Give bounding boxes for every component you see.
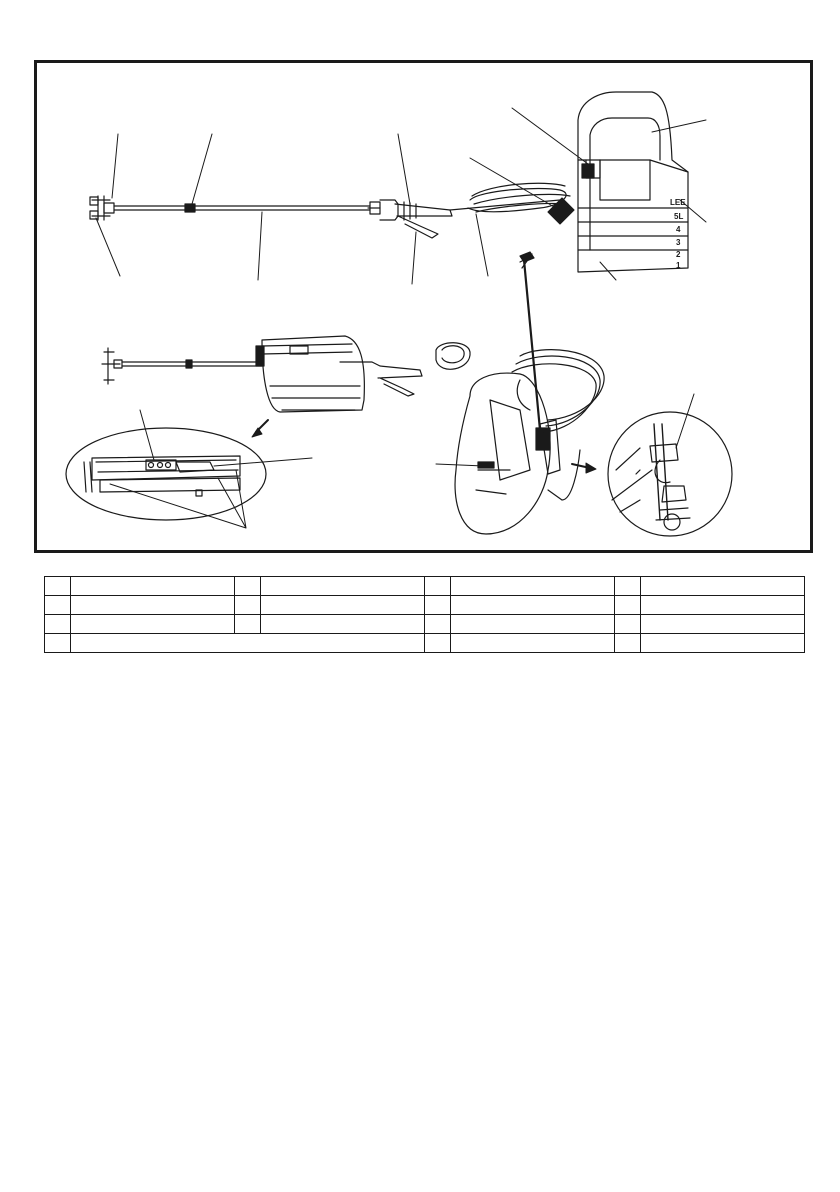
- tank-filter-cap: [548, 198, 574, 224]
- part-name-cell: [71, 615, 235, 634]
- detail-callouts: [110, 410, 312, 528]
- sprayer-diagram: [0, 0, 840, 560]
- svg-text:5L: 5L: [674, 212, 684, 221]
- tank-with-lance: [455, 252, 560, 534]
- detail-callout-clip: [676, 394, 694, 448]
- part-number-cell: [235, 596, 261, 615]
- part-name-cell: [261, 596, 425, 615]
- part-name-cell: [641, 634, 805, 653]
- detail-callout-tank-button: [436, 464, 484, 466]
- part-name-cell: [451, 634, 615, 653]
- part-name-cell: [71, 634, 425, 653]
- part-number-cell: [425, 577, 451, 596]
- part-number-cell: [615, 634, 641, 653]
- part-number-cell: [235, 577, 261, 596]
- part-number-cell: [45, 615, 71, 634]
- table-row: [45, 596, 805, 615]
- part-number-cell: [425, 615, 451, 634]
- svg-text:3: 3: [676, 238, 681, 247]
- part-name-cell: [71, 596, 235, 615]
- callout-leader-lines: [96, 108, 706, 284]
- spray-lance: [114, 204, 370, 212]
- table-row: [45, 577, 805, 596]
- part-number-cell: [425, 634, 451, 653]
- part-name-cell: [641, 577, 805, 596]
- part-name-cell: [261, 615, 425, 634]
- tank-hose-loop: [512, 350, 604, 500]
- part-number-cell: [615, 615, 641, 634]
- part-number-cell: [615, 596, 641, 615]
- detail-zoom-clip: [608, 412, 732, 536]
- part-number-cell: [235, 615, 261, 634]
- part-number-cell: [425, 596, 451, 615]
- part-number-cell: [45, 577, 71, 596]
- part-name-cell: [71, 577, 235, 596]
- part-number-cell: [615, 577, 641, 596]
- part-name-cell: [451, 615, 615, 634]
- svg-text:4: 4: [676, 225, 681, 234]
- part-name-cell: [641, 596, 805, 615]
- part-name-cell: [641, 615, 805, 634]
- trigger-gun: [368, 200, 452, 238]
- parts-table: [44, 576, 805, 653]
- part-name-cell: [451, 577, 615, 596]
- part-number-cell: [45, 596, 71, 615]
- table-row: [45, 615, 805, 634]
- part-name-cell: [261, 577, 425, 596]
- table-row: [45, 634, 805, 653]
- svg-text:1: 1: [676, 261, 681, 270]
- part-number-cell: [45, 634, 71, 653]
- part-name-cell: [451, 596, 615, 615]
- svg-text:2: 2: [676, 250, 681, 259]
- tank-scale: [670, 198, 686, 270]
- spray-tank: [578, 92, 688, 272]
- spray-nozzle-head: [90, 196, 114, 220]
- detail-zoom-battery: [66, 428, 266, 520]
- assembled-sprayer: [102, 336, 470, 412]
- svg-text:LEE: LEE: [670, 198, 686, 207]
